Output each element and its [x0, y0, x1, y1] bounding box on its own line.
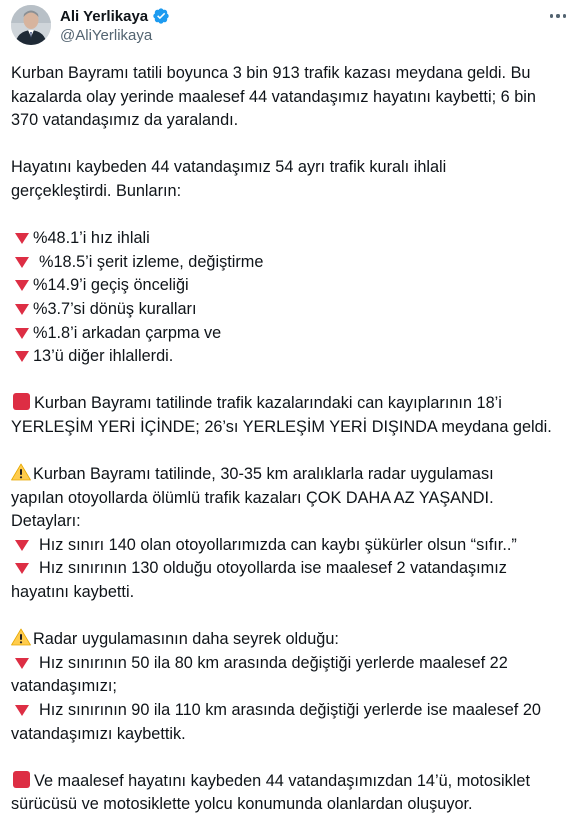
red-triangle-down-icon [15, 257, 29, 268]
violation-item [11, 227, 573, 251]
text-line [11, 652, 573, 676]
violation-text: %1.8’i arkadan çarpma ve [33, 323, 222, 342]
violation-item [11, 298, 573, 322]
red-triangle-down-icon [15, 328, 29, 339]
verified-badge-icon [152, 7, 170, 25]
text-span: Hız sınırının 90 ila 110 km arasında değiştiği yerlerde ise maalesef 20 [39, 701, 541, 720]
red-triangle-down-icon [15, 304, 29, 315]
text-line: sürücüsü ve motosiklette yolcu konumunda olanlardan oluşuyor. [11, 795, 473, 814]
more-icon[interactable] [546, 6, 570, 26]
text-line: hayatını kaybetti. [11, 583, 135, 602]
red-triangle-down-icon [15, 280, 29, 291]
text-line: gerçekleştirdi. Bunların: [11, 181, 182, 200]
red-square-icon [13, 771, 30, 788]
red-square-icon [13, 393, 30, 410]
violation-text: %14.9’i geçiş önceliği [33, 276, 189, 295]
violation-item [11, 322, 573, 346]
red-triangle-down-icon [15, 658, 29, 669]
text-line: vatandaşımızı; [11, 677, 117, 696]
red-triangle-down-icon [15, 705, 29, 716]
text-line [11, 628, 573, 652]
violation-item [11, 274, 573, 298]
text-line: Detayları: [11, 512, 81, 531]
text-span: Hız sınırı 140 olan otoyollarımızda can kaybı şükürler olsun “sıfır..” [39, 535, 517, 554]
warning-icon [11, 628, 31, 646]
text-line: vatandaşımızı kaybettik. [11, 724, 186, 743]
violation-text: %3.7’si dönüş kuralları [33, 299, 197, 318]
text-line [11, 392, 573, 416]
red-triangle-down-icon [15, 540, 29, 551]
text-line: YERLEŞİM YERİ İÇİNDE; 26’sı YERLEŞİM YERİ DIŞINDA meydana geldi. [11, 417, 552, 436]
text-line: yapılan otoyollarda ölümlü trafik kazaları ÇOK DAHA AZ YAŞANDI. [11, 488, 494, 507]
red-triangle-down-icon [15, 563, 29, 574]
text-line [11, 557, 573, 581]
tweet-header [0, 0, 584, 60]
violation-item [11, 345, 573, 369]
text-span: Ve maalesef hayatını kaybeden 44 vatandaşımızdan 14’ü, motosiklet [34, 771, 530, 790]
text-line: kazalarda olay yerinde maalesef 44 vatandaşımız hayatını kaybetti; 6 bin [11, 87, 536, 106]
violation-text: %48.1’i hız ihlali [33, 229, 150, 248]
violation-item [11, 251, 573, 275]
text-span: Kurban Bayramı tatilinde, 30-35 km aralıklarla radar uygulaması [33, 465, 494, 484]
text-line: 370 vatandaşımız da yaralandı. [11, 111, 239, 130]
text-line [11, 463, 573, 487]
avatar[interactable] [11, 5, 51, 45]
author-handle[interactable]: @AliYerlikaya [60, 27, 153, 44]
author-name[interactable]: Ali Yerlikaya [60, 7, 149, 25]
red-triangle-down-icon [15, 351, 29, 362]
text-span: Hız sınırının 130 olduğu otoyollarda ise maalesef 2 vatandaşımız [39, 559, 507, 578]
text-line [11, 534, 573, 558]
text-span: Kurban Bayramı tatilinde trafik kazalarındaki can kayıplarının 18’i [34, 394, 502, 413]
author-name-row [60, 6, 170, 26]
red-triangle-down-icon [15, 233, 29, 244]
violation-text: %18.5’i şerit izleme, değiştirme [39, 252, 264, 271]
warning-icon [11, 463, 31, 481]
tweet-text [11, 62, 573, 817]
violation-text: 13’ü diğer ihlallerdi. [33, 347, 174, 366]
text-line [11, 770, 573, 794]
text-line: Hayatını kaybeden 44 vatandaşımız 54 ayrı trafik kuralı ihlali [11, 158, 447, 177]
avatar-image [11, 5, 51, 45]
text-line: Kurban Bayramı tatili boyunca 3 bin 913 trafik kazası meydana geldi. Bu [11, 64, 531, 82]
text-span: Hız sınırının 50 ila 80 km arasında değiştiği yerlerde maalesef 22 [39, 653, 508, 672]
text-line [11, 699, 573, 723]
text-span: Radar uygulamasının daha seyrek olduğu: [33, 630, 339, 649]
